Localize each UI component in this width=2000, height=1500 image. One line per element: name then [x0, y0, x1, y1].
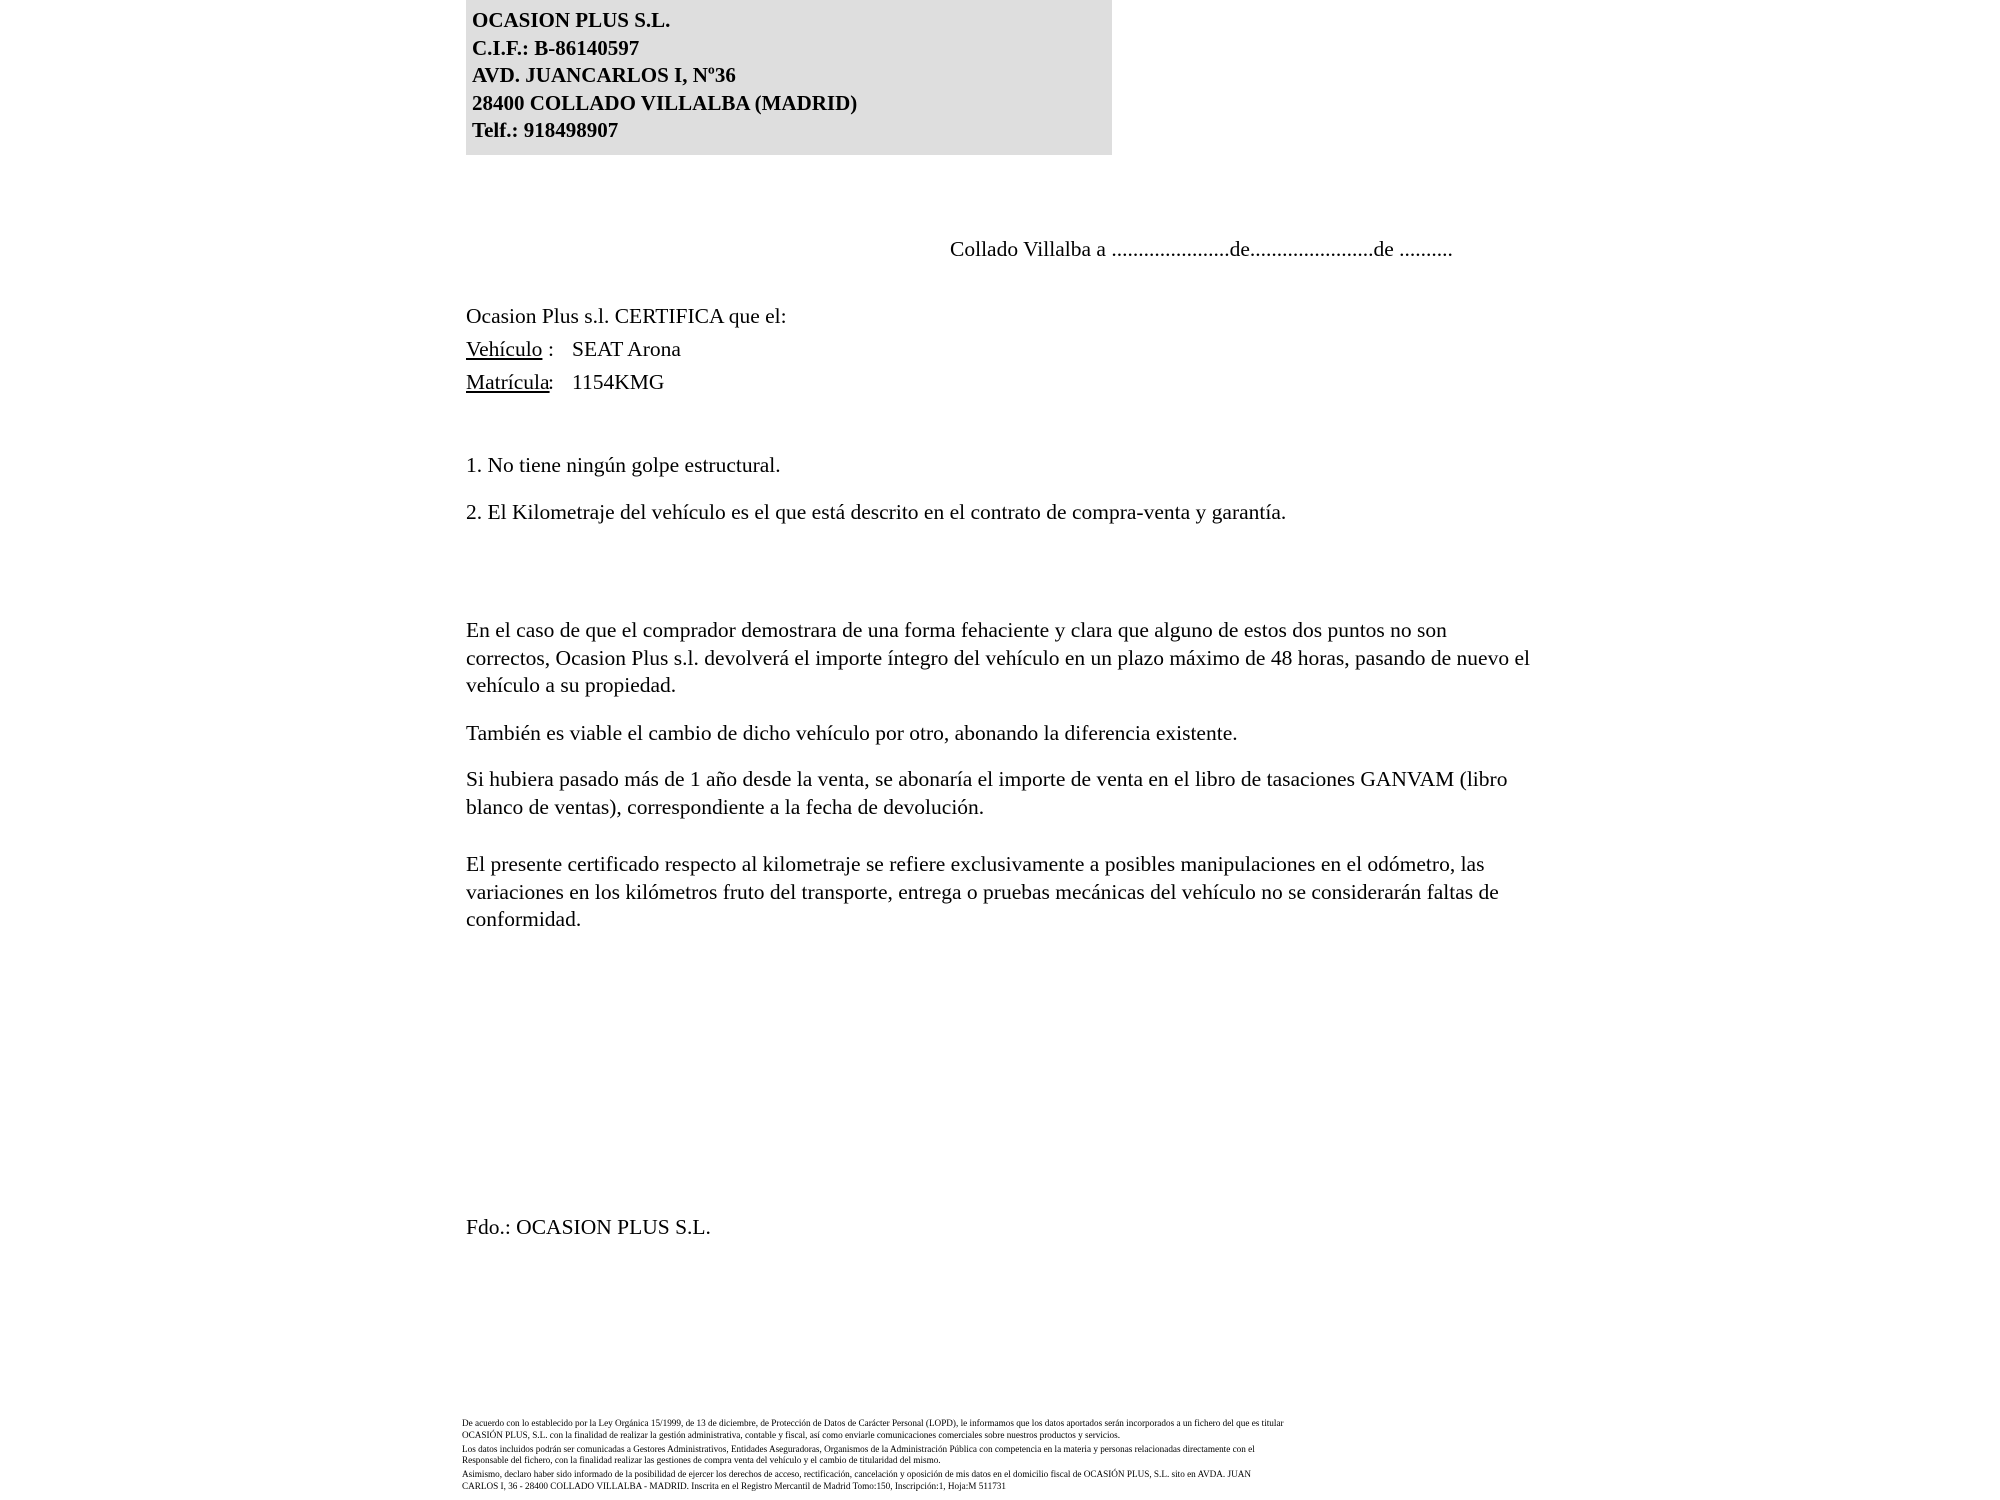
paragraph-vehicle-exchange: También es viable el cambio de dicho vehículo por otro, abonando la diferencia existente. — [466, 721, 1238, 745]
vehicle-value: SEAT Arona — [572, 337, 681, 361]
legal-block-1-line-2: OCASIÓN PLUS, S.L. con la finalidad de realizar la gestión administrativa, contable y fiscal, así como enviarle comunicaciones comerciales sobre nuestros productos y servicios. — [462, 1429, 1120, 1440]
certification-intro: Ocasion Plus s.l. CERTIFICA que el: — [466, 304, 787, 328]
legal-block-3 — [462, 1469, 1552, 1492]
vehicle-label: Vehículo — [466, 337, 543, 361]
certified-point-1: 1. No tiene ningún golpe estructural. — [466, 453, 781, 477]
legal-block-1-line-1: De acuerdo con lo establecido por la Ley Orgánica 15/1999, de 13 de diciembre, de Protección de Datos de Carácter Personal (LOPD), le informamos que los datos aportados serán incorporados a un fichero del que es titular — [462, 1418, 1284, 1428]
letterhead-city: 28400 COLLADO VILLALBA (MADRID) — [472, 90, 858, 115]
letterhead-address: AVD. JUANCARLOS I, Nº36 — [472, 63, 736, 87]
plate-value: 1154KMG — [572, 370, 665, 394]
legal-block-3-line-2: CARLOS I, 36 - 28400 COLLADO VILLALBA - MADRID. Inscrita en el Registro Mercantil de Madrid Tomo:150, Inscripción:1, Hoja:M 511731 — [462, 1480, 1006, 1491]
paragraph-odometer-scope: El presente certificado respecto al kilometraje se refiere exclusivamente a posibles manipulaciones en el odómetro, las variaciones en los kilómetros fruto del transporte, entrega o pruebas mecánicas del vehículo no se considerarán faltas de conformidad. — [466, 852, 1499, 931]
legal-footer — [462, 1418, 1552, 1495]
plate-label: Matrícula — [466, 370, 550, 394]
paragraph-refund-conditions: En el caso de que el comprador demostrara de una forma fehaciente y clara que alguno de estos dos puntos no son correctos, Ocasion Plus s.l. devolverá el importe íntegro del vehículo en un plazo máximo de 48 horas, pasando de nuevo el vehículo a su propiedad. — [466, 618, 1530, 697]
legal-block-2 — [462, 1444, 1552, 1467]
letterhead-phone: Telf.: 918498907 — [472, 118, 619, 142]
plate-separator: : — [548, 370, 554, 394]
paragraph-ganvam-valuation: Si hubiera pasado más de 1 año desde la venta, se abonaría el importe de venta en el libro de tasaciones GANVAM (libro blanco de ventas), correspondiente a la fecha de devolución. — [466, 767, 1508, 819]
legal-block-2-line-1: Los datos incluidos podrán ser comunicadas a Gestores Administrativos, Entidades Aseguradoras, Organismos de la Administración Pública con competencia en la materia y personas relacionadas directamente con el — [462, 1443, 1255, 1454]
letterhead-company-name: OCASION PLUS S.L. — [472, 8, 671, 32]
letterhead-cif: C.I.F.: B-86140597 — [472, 35, 640, 60]
vehicle-separator: : — [548, 337, 554, 361]
vehicle-row — [466, 333, 787, 366]
letterhead-block — [466, 0, 1112, 155]
legal-block-3-line-1: Asimismo, declaro haber sido informado de la posibilidad de ejercer los derechos de acceso, rectificación, cancelación y oposición de mis datos en el domicilio fiscal de OCASIÓN PLUS, S.L. sito en AVDA. JUAN — [462, 1469, 1251, 1480]
certification-block — [466, 300, 787, 399]
legal-block-1 — [462, 1418, 1552, 1441]
certified-point-2: 2. El Kilometraje del vehículo es el que está descrito en el contrato de compra-venta y garantía. — [466, 500, 1287, 524]
plate-row — [466, 366, 787, 399]
legal-block-2-line-2: Responsable del fichero, con la finalidad realizar las gestiones de compra venta del vehículo y el cambio de titularidad del mismo. — [462, 1455, 941, 1466]
place-date-line: Collado Villalba a ......................de.......................de .......... — [950, 237, 1453, 261]
signature-line: Fdo.: OCASION PLUS S.L. — [466, 1215, 711, 1239]
